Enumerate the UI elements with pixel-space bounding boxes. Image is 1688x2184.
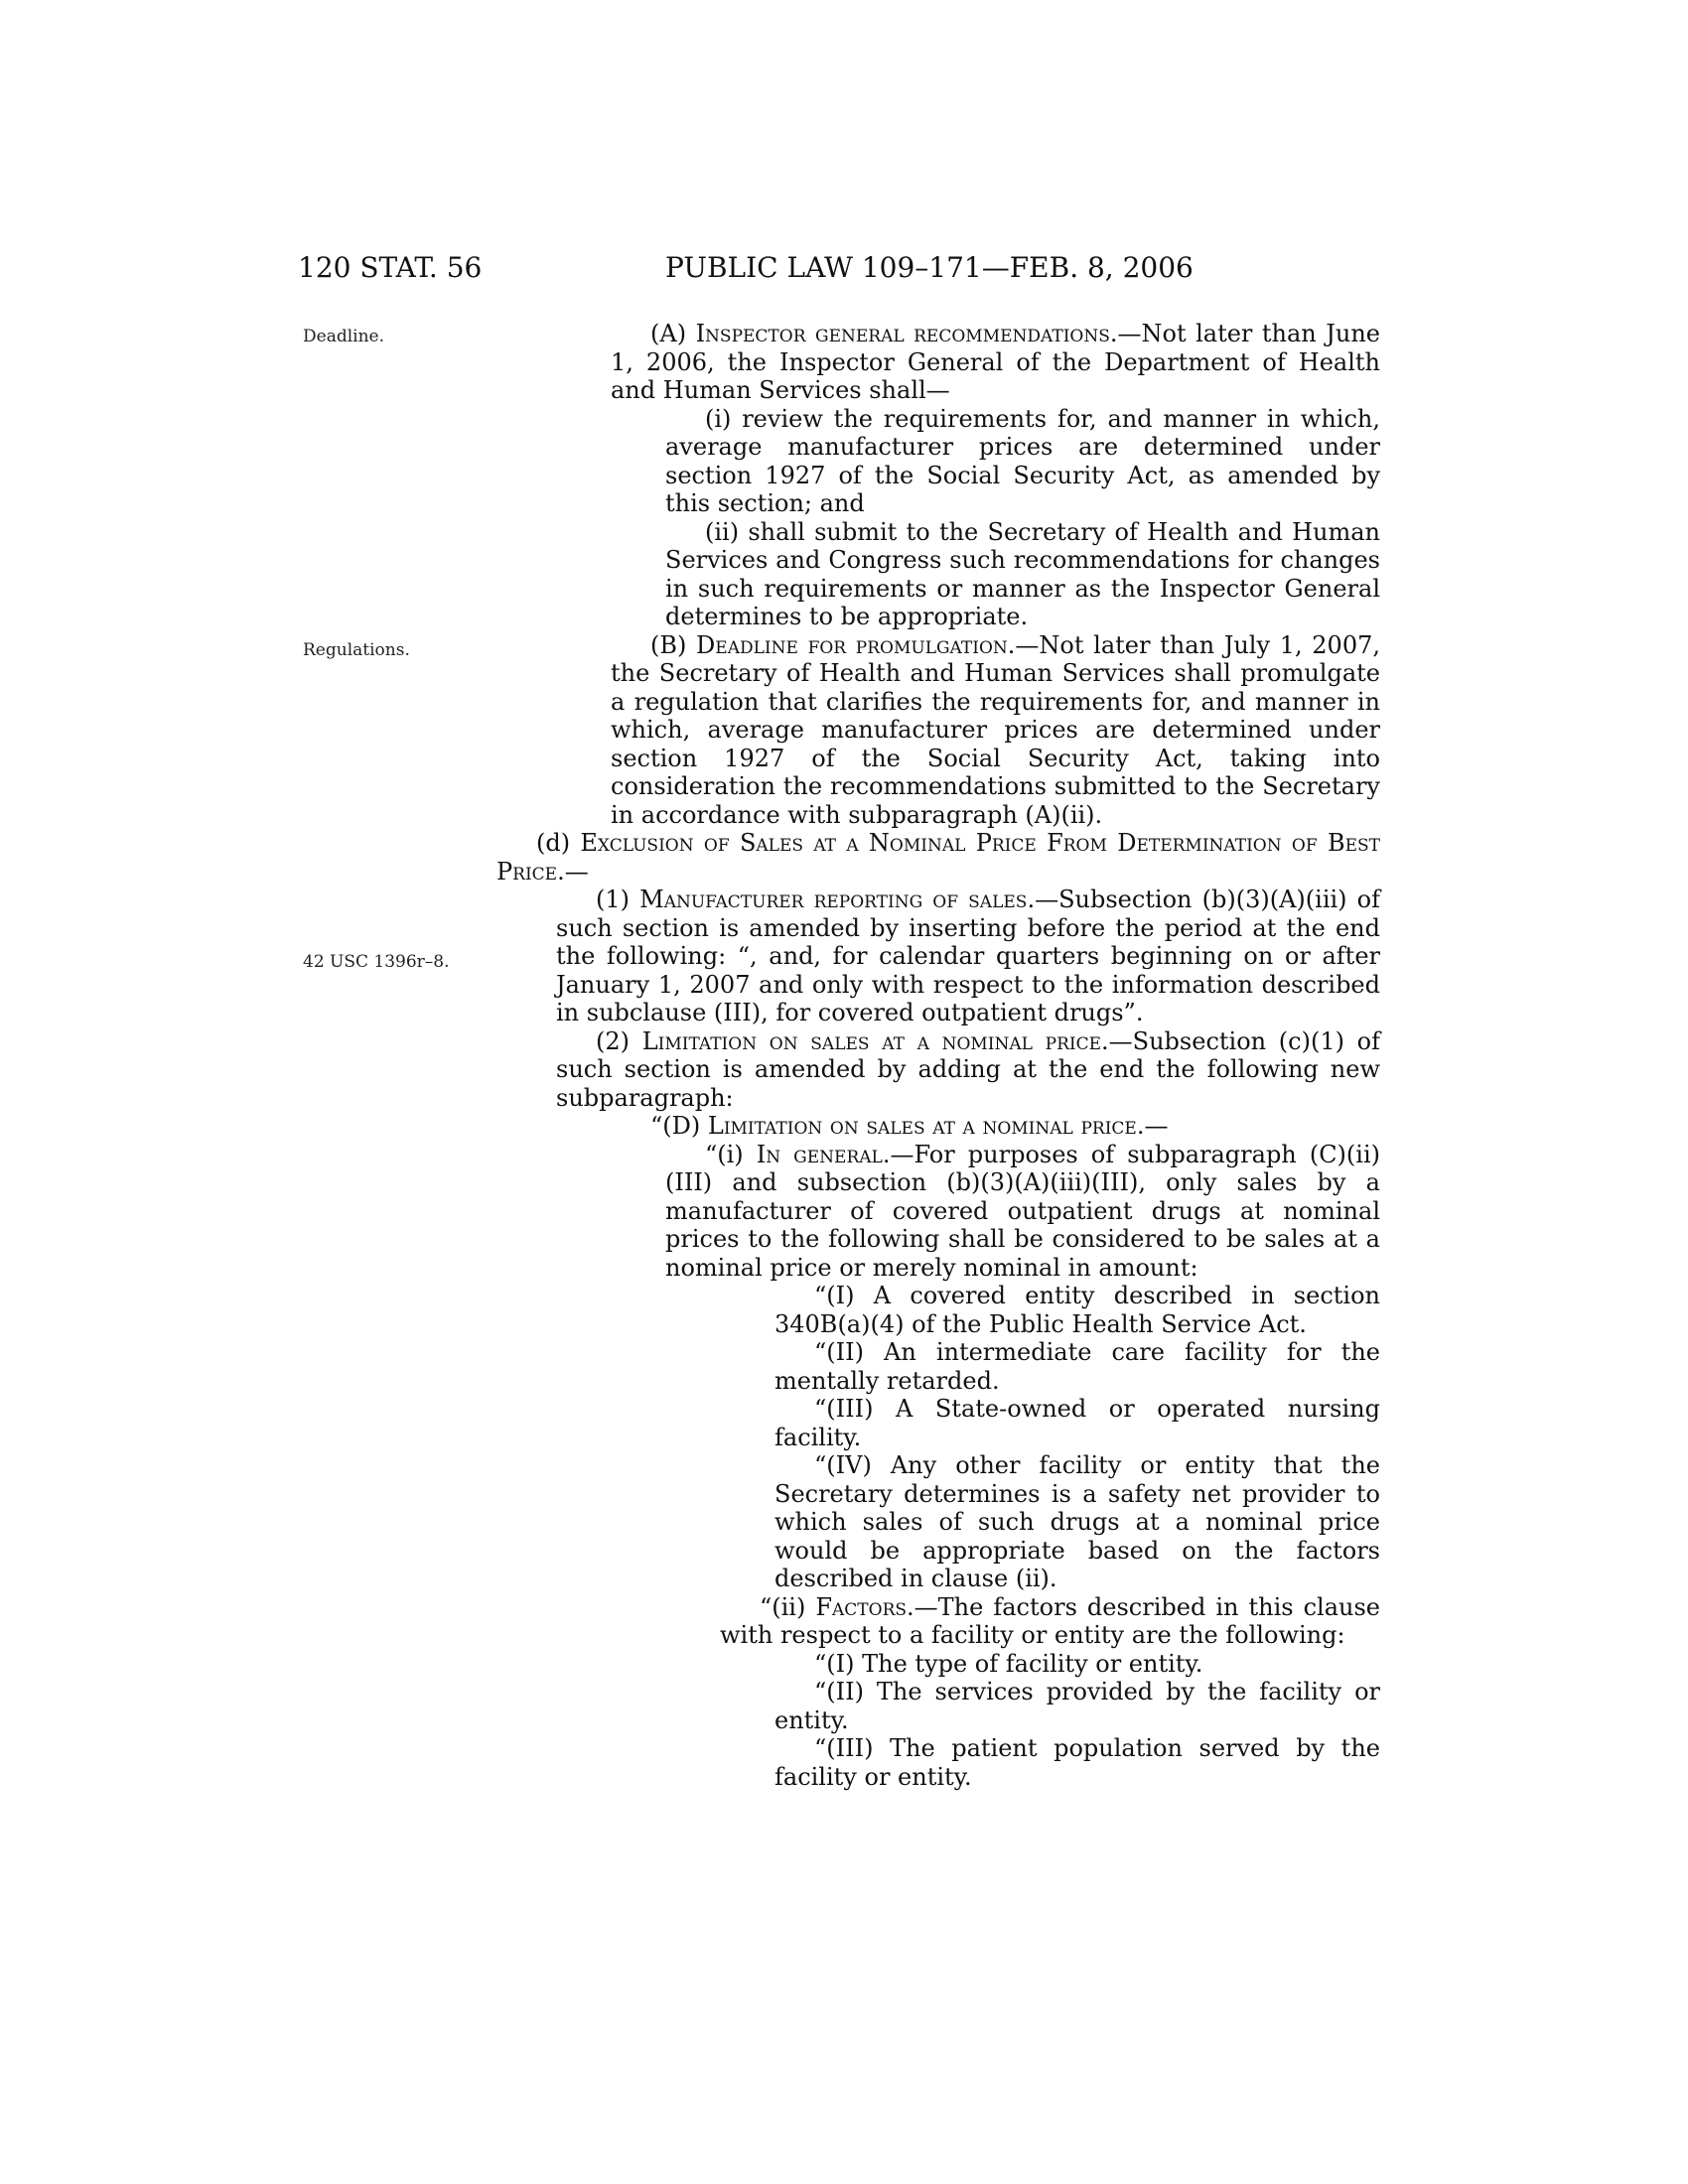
subclause-D-i-I: “(I) A covered entity described in section 340B(a)(4) of the Public Health Service Act. [774,1282,1380,1338]
page-number: 120 STAT. 56 [298,251,483,284]
subsection-d-dash: .— [557,857,589,886]
clause-D-i-label: “(i) [705,1140,757,1168]
statute-body [298,320,1380,1791]
margin-note-deadline: Deadline. [303,327,384,346]
paragraph-d2 [298,1027,1380,1113]
clause-D-i [298,1141,1380,1283]
subparagraph-D [298,1112,1380,1141]
running-title: PUBLIC LAW 109–171—FEB. 8, 2006 [665,251,1194,284]
subparagraph-D-label: “(D) [650,1112,708,1140]
clause-a-ii: (ii) shall submit to the Secretary of Health and Human Services and Congress such recommendations for changes in such requirements or manner as the Inspector General determines to be appropriate. [665,517,1380,630]
paragraph-d1-label: (1) [596,886,640,913]
subparagraph-a-label: (A) [650,320,696,347]
subparagraph-D-dash: .— [1136,1112,1169,1140]
subparagraph-a [298,320,1380,405]
subclause-D-ii-II: “(II) The services provided by the facility or entity. [774,1678,1380,1734]
subsection-d-label: (d) [536,829,581,857]
margin-note-usc: 42 USC 1396r–8. [303,952,450,972]
clause-D-ii-label: “(ii) [760,1592,816,1621]
clause-D-i-heading: In general [756,1140,883,1168]
subsection-d [298,829,1380,886]
subclause-D-i-II: “(II) An intermediate care facility for the mentally retarded. [774,1338,1380,1395]
subparagraph-b-label: (B) [650,630,697,659]
running-header [298,250,1380,286]
subparagraph-a-text: .—Not later than June 1, 2006, the Inspector General of the Department of Health and Human Services shall— [611,320,1380,404]
subclause-D-i-IV: “(IV) Any other facility or entity that the Secretary determines is a safety net provider to which sales of such drugs at a nominal price would be appropriate based on the factors described in clause (ii). [774,1451,1380,1592]
subparagraph-b-heading: Deadline for promulgation [696,630,1008,659]
paragraph-d2-heading: Limitation on sales at a nominal price [641,1026,1102,1055]
subparagraph-a-heading: Inspector general recommendations [695,320,1110,347]
subparagraph-D-heading: Limitation on sales at a nominal price [707,1112,1137,1140]
subparagraph-b [298,631,1380,830]
clause-D-i-text: .—For purposes of subparagraph (C)(ii)(III) and subsection (b)(3)(A)(iii)(III), only sales by a manufacturer of covered outpatient drugs at nominal prices to the following shall be considered to be sales at a nominal price or merely nominal in amount: [665,1140,1381,1282]
paragraph-d1-heading: Manufacturer reporting of sales [639,886,1028,913]
clause-D-ii [298,1593,1380,1650]
subparagraph-b-text: .—Not later than July 1, 2007, the Secretary of Health and Human Services shall promulgate a regulation that clarifies the requirements for, and manner in which, average manufacturer prices are determined under section 1927 of the Social Security Act, taking into consideration the recommendations submitted to the Secretary in accordance with subparagraph (A)(ii). [611,630,1380,829]
subclause-D-ii-I: “(I) The type of facility or entity. [814,1649,1203,1678]
paragraph-d1-text: .—Subsection (b)(3)(A)(iii) of such section is amended by inserting before the period at the end the following: “, and, for calendar quarters beginning on or after January 1, 2007 and only with respect to the information described in subclause (III), for covered outpatient drugs”. [556,886,1380,1026]
clause-D-ii-text: .—The factors described in this clause with respect to a facility or entity are the following: [720,1592,1380,1649]
subclause-D-i-III: “(III) A State-owned or operated nursing facility. [774,1395,1380,1451]
clause-a-i: (i) review the requirements for, and manner in which, average manufacturer prices are determined under section 1927 of the Social Security Act, as amended by this section; and [665,404,1380,517]
margin-note-regulations: Regulations. [303,640,410,660]
subclause-D-ii-III: “(III) The patient population served by the facility or entity. [774,1734,1380,1791]
subsection-d-heading: Exclusion of Sales at a Nominal Price From Determination of Best Price [496,829,1380,886]
paragraph-d2-label: (2) [596,1026,642,1055]
paragraph-d2-text: .—Subsection (c)(1) of such section is amended by adding at the end the following new subparagraph: [556,1026,1380,1112]
clause-D-ii-heading: Factors [815,1592,908,1621]
paragraph-d1 [298,886,1380,1027]
